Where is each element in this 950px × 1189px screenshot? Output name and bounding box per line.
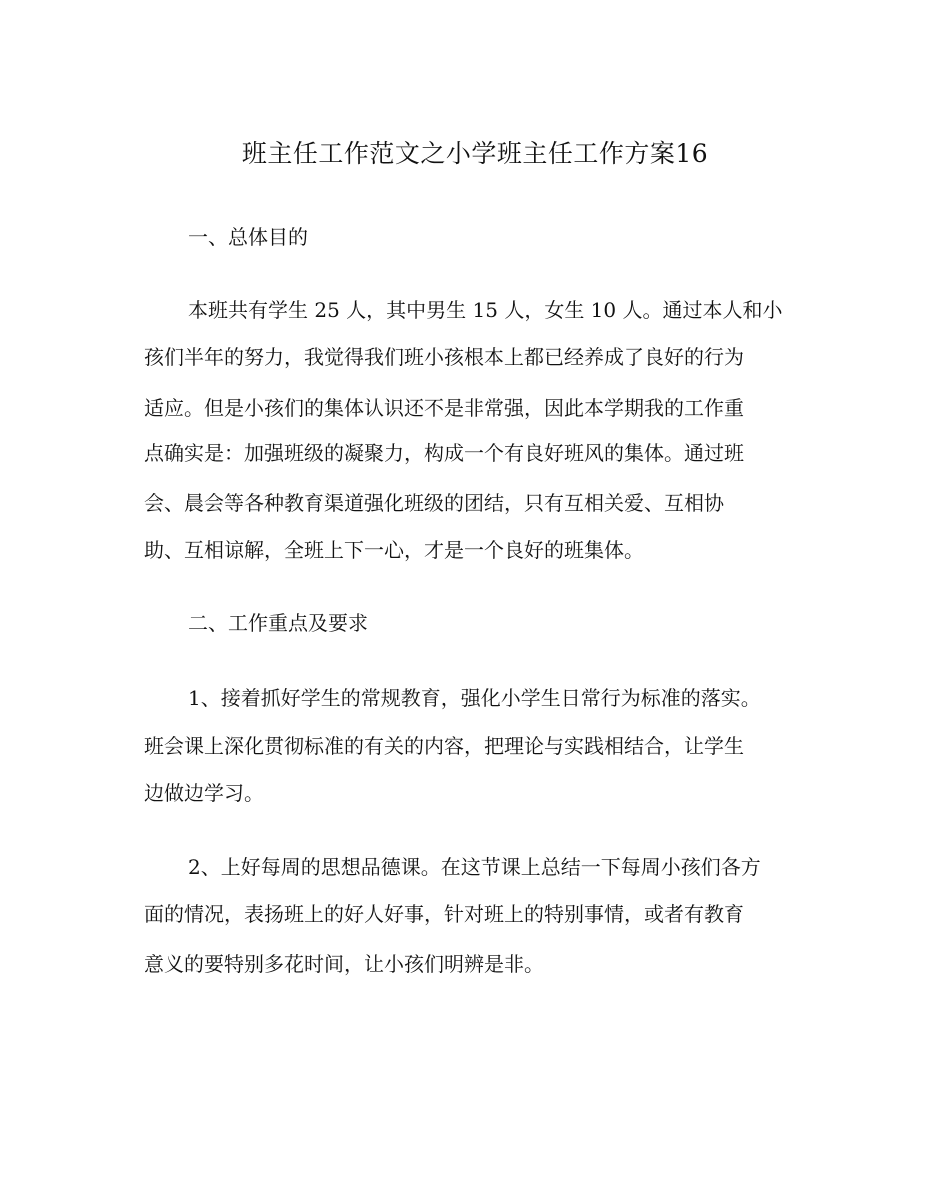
section-heading-1: 一、总体目的 [188,225,308,249]
paragraph-line: 适应。但是小孩们的集体认识还不是非常强，因此本学期我的工作重 [144,396,744,420]
paragraph-line: 点确实是：加强班级的凝聚力，构成一个有良好班风的集体。通过班 [144,441,744,465]
paragraph-line: 意义的要特别多花时间，让小孩们明辨是非。 [144,952,544,976]
paragraph-line: 边做边学习。 [144,781,264,805]
paragraph-line: 面的情况，表扬班上的好人好事，针对班上的特别事情，或者有教育 [144,902,744,926]
paragraph-line: 2、上好每周的思想品德课。在这节课上总结一下每周小孩们各方 [188,855,761,879]
paragraph-line: 孩们半年的努力，我觉得我们班小孩根本上都已经养成了良好的行为 [144,345,744,369]
paragraph-line: 助、互相谅解，全班上下一心，才是一个良好的班集体。 [144,538,644,562]
paragraph-line: 会、晨会等各种教育渠道强化班级的团结，只有互相关爱、互相协 [144,491,724,515]
paragraph-line: 班会课上深化贯彻标准的有关的内容，把理论与实践相结合，让学生 [144,734,744,758]
section-heading-2: 二、工作重点及要求 [188,611,368,635]
paragraph-line: 1、接着抓好学生的常规教育，强化小学生日常行为标准的落实。 [188,686,761,710]
paragraph-line: 本班共有学生 25 人，其中男生 15 人，女生 10 人。通过本人和小 [188,298,783,322]
page-title: 班主任工作范文之小学班主任工作方案16 [241,139,709,168]
